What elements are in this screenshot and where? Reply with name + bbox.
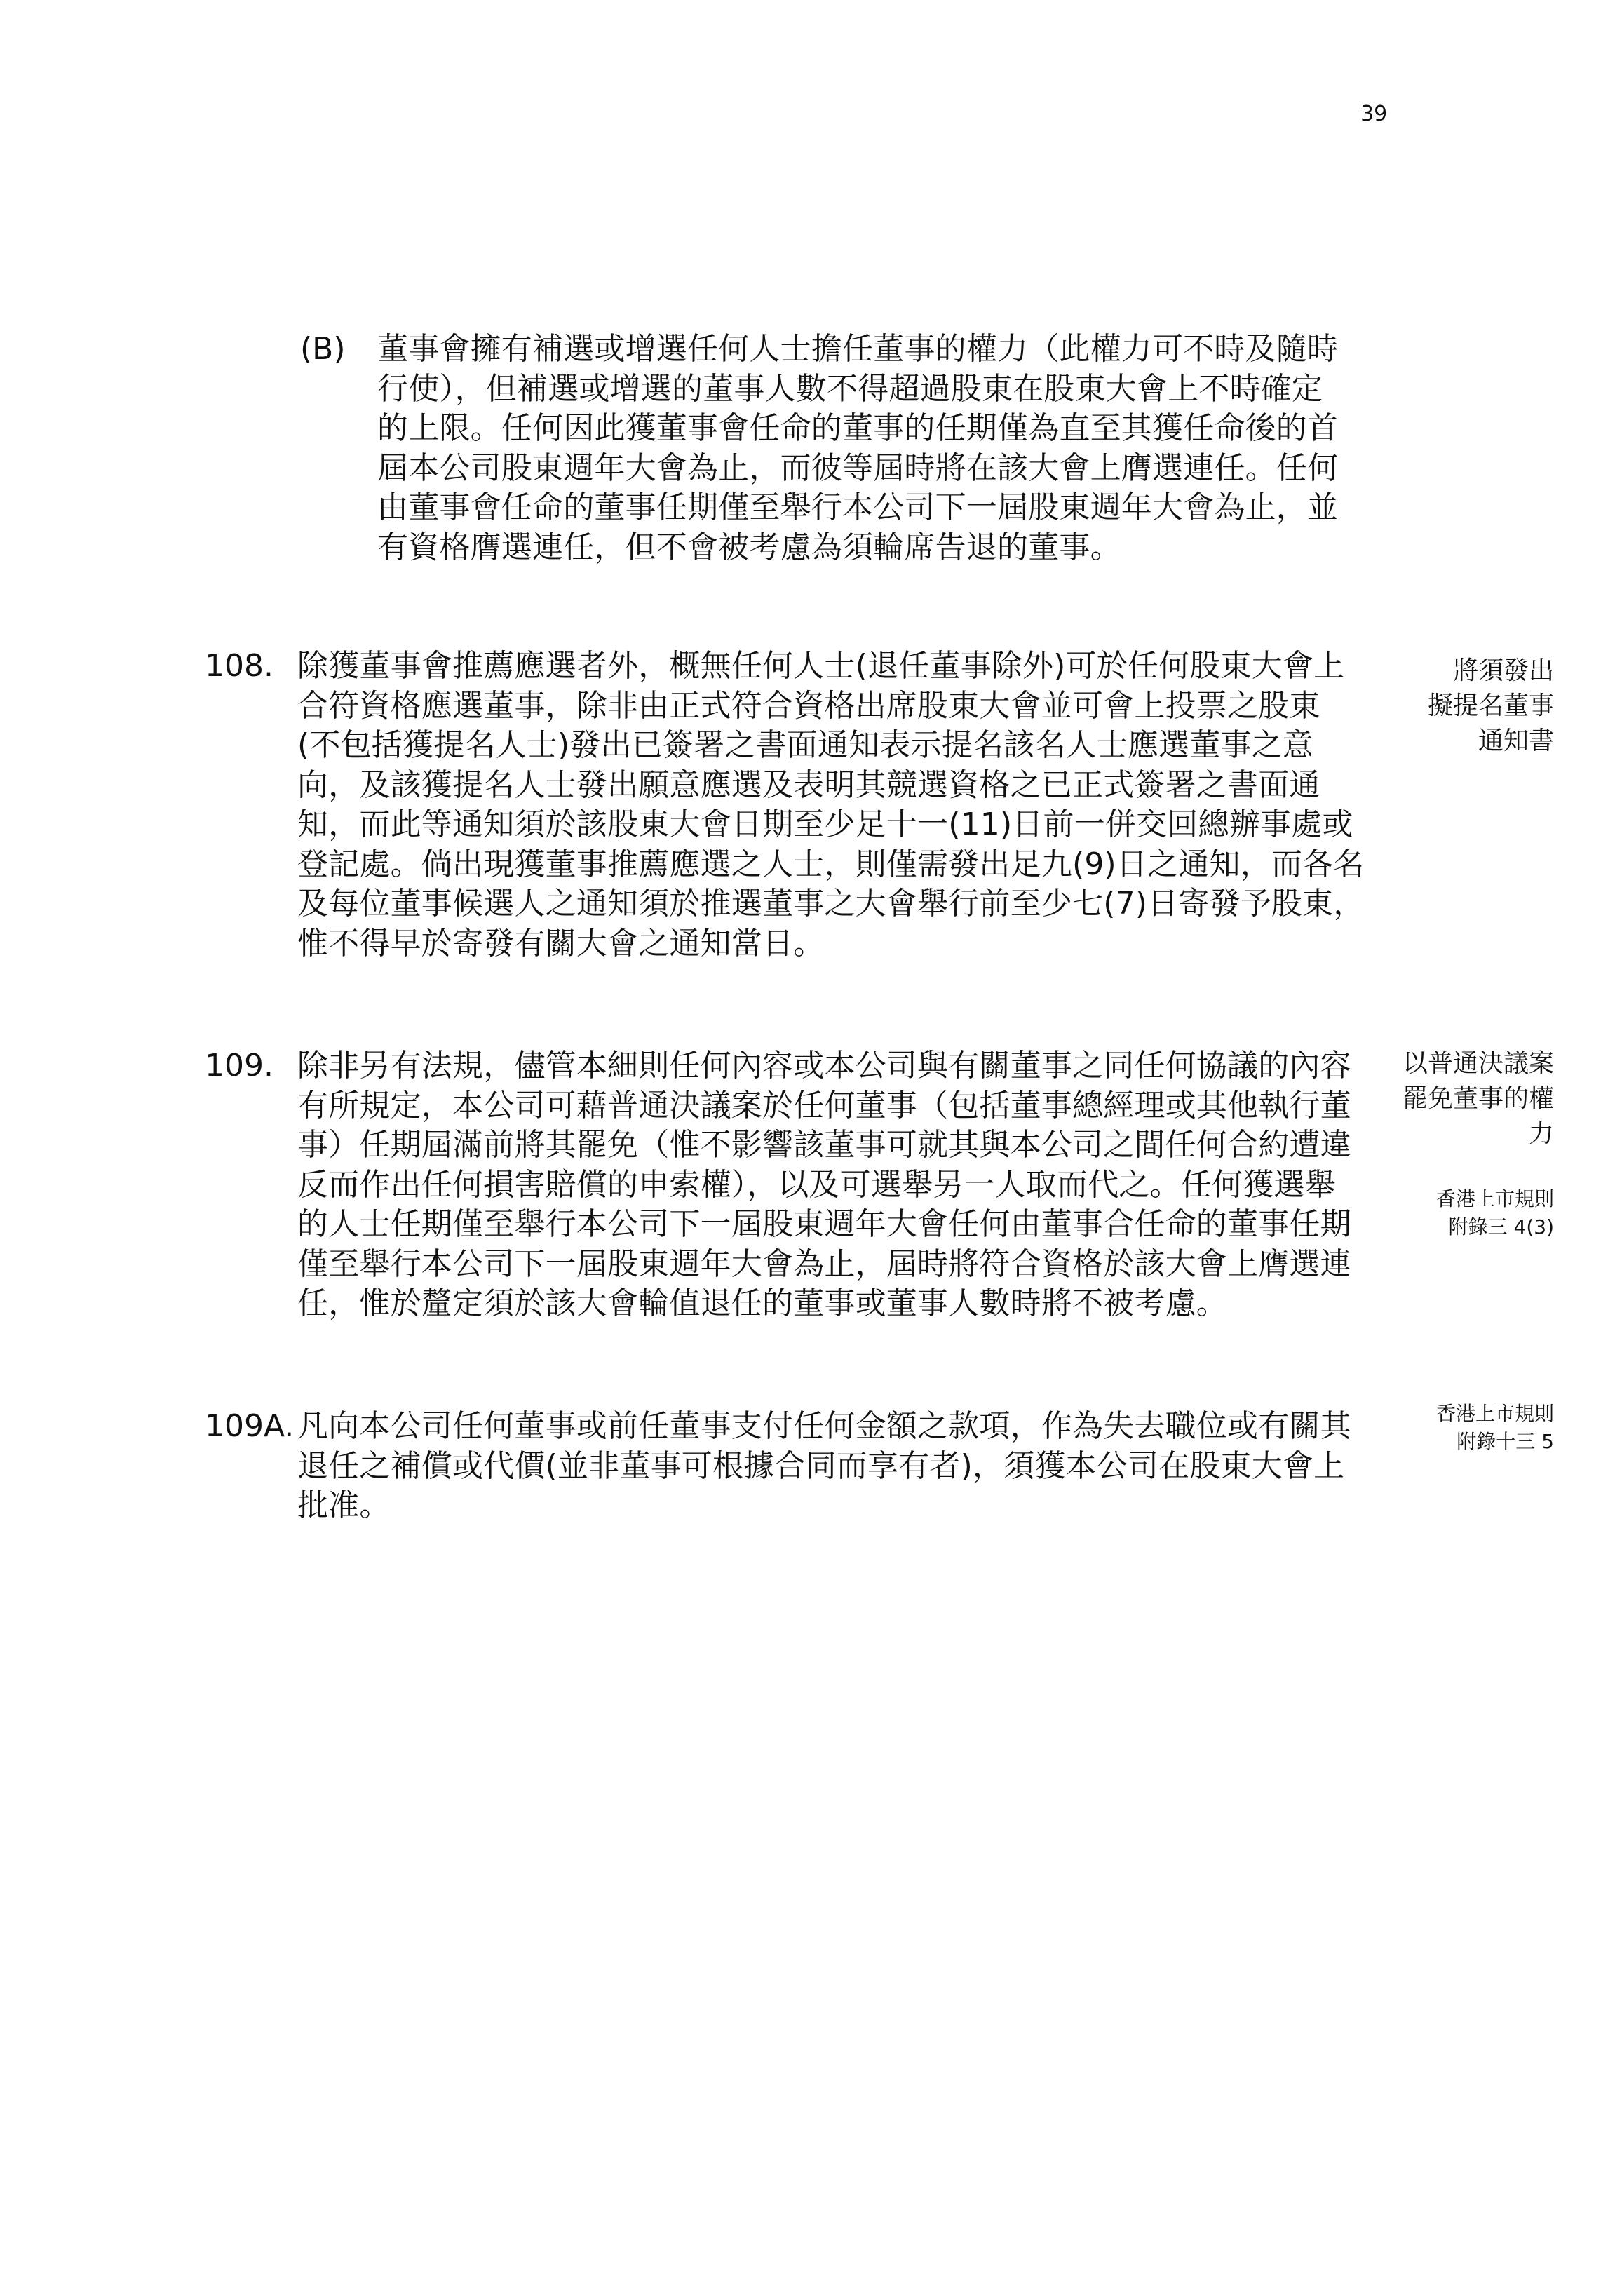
clause-number: 109A.	[205, 1408, 295, 1444]
margin-reference: 香港上市規則 附錄十三 5	[1435, 1402, 1554, 1453]
clause-text: 凡向本公司任何董事或前任董事支付任何金額之款項，作為失去職位或有關其 退任之補償或代價(並非董事可根據合同而享有者)，須獲本公司在股東大會上 批准。	[297, 1408, 1351, 1523]
page-number: 39	[1360, 102, 1388, 126]
margin-heading: 將須發出 擬提名董事 通知書	[1427, 656, 1554, 755]
clause-text: 除獲董事會推薦應選者外，概無任何人士(退任董事除外)可於任何股東大會上 合符資格應選董事，除非由正式符合資格出席股東大會並可會上投票之股東 (不包括獲提名人士)發出已簽署之書面通知表示提名該名人士應選董事之意 向，及該獲提名人士發出願意應選及表明其競選資格之已正式簽署之書面通 知，而此等通知須於該股東大會日期至少足十一(11)日前一併交回總辦事處或 登記處。倘出現獲董事推薦應選之人士，則僅需發出足九(9)日之通知，而各名 及每位董事候選人之通知須於推選董事之大會舉行前至少七(7)日寄發予股東， 惟不得早於寄發有關大會之通知當日。	[297, 648, 1365, 961]
sub-clause-marker: (B)	[300, 331, 346, 367]
clause-number: 109.	[205, 1048, 273, 1083]
margin-reference: 香港上市規則 附錄三 4(3)	[1435, 1187, 1554, 1238]
clause-number: 108.	[205, 648, 273, 684]
clause-text: 除非另有法規，儘管本細則任何內容或本公司與有關董事之同任何協議的內容 有所規定，本公司可藉普通決議案於任何董事（包括董事總經理或其他執行董 事）任期屆滿前將其罷免（惟不影響該董事可就其與本公司之間任何合約遭違 反而作出任何損害賠償的申索權），以及可選舉另一人取而代之。任何獲選舉 的人士任期僅至舉行本公司下一屆股東週年大會任何由董事合任命的董事任期 僅至舉行本公司下一屆股東週年大會為止，屆時將符合資格於該大會上膺選連 任，惟於釐定須於該大會輪值退任的董事或董事人數時將不被考慮。	[297, 1048, 1351, 1321]
sub-clause-text: 董事會擁有補選或增選任何人士擔任董事的權力（此權力可不時及隨時 行使），但補選或增選的董事人數不得超過股東在股東大會上不時確定 的上限。任何因此獲董事會任命的董事的任期僅為直至其獲任命後的首 屆本公司股東週年大會為止，而彼等屆時將在該大會上膺選連任。任何 由董事會任命的董事任期僅至舉行本公司下一屆股東週年大會為止，並 有資格膺選連任，但不會被考慮為須輪席告退的董事。	[377, 331, 1339, 565]
margin-heading: 以普通決議案 罷免董事的權 力	[1402, 1049, 1554, 1148]
